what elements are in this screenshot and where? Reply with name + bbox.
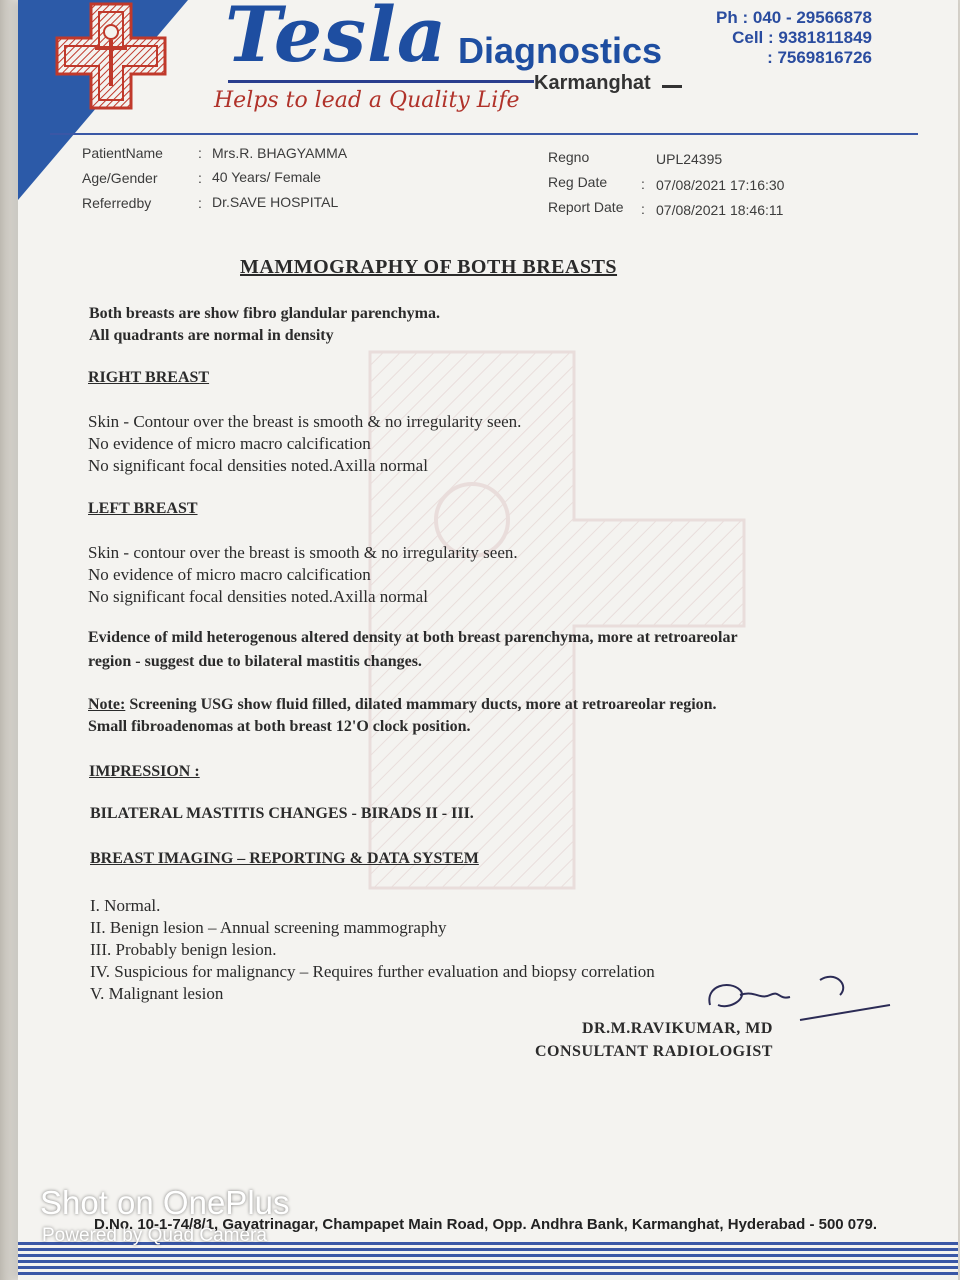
brand-name: Tesla (225, 0, 448, 79)
age-gender: 40 Years/ Female (212, 169, 321, 185)
page-fold (0, 0, 18, 1280)
contact-block (716, 8, 872, 68)
patient-name: Mrs.R. BHAGYAMMA (212, 145, 348, 161)
age-gender-label: Age/Gender (82, 170, 158, 186)
brand-location: Karmanghat (534, 72, 651, 94)
phone-number: Ph : 040 - 29566878 (716, 8, 872, 27)
brand-suffix: Diagnostics (458, 30, 663, 71)
birads-item-1: I. Normal. (90, 896, 161, 915)
colon: : (641, 176, 645, 192)
regno-label: Regno (548, 149, 590, 165)
brand-location-dash (662, 85, 682, 88)
reg-date: 07/08/2021 17:16:30 (656, 177, 785, 193)
right-breast-line-1: Skin - Contour over the breast is smooth & no irregularity seen. (88, 412, 522, 431)
report-title: MAMMOGRAPHY OF BOTH BREASTS (240, 256, 618, 278)
referred-by: Dr.SAVE HOSPITAL (212, 194, 339, 210)
impression-text: BILATERAL MASTITIS CHANGES - BIRADS II - III. (90, 805, 474, 822)
right-breast-line-3: No significant focal densities noted.Axilla normal (88, 456, 428, 475)
header-rule (50, 133, 918, 135)
brand-underline (228, 80, 534, 83)
signatory-title: CONSULTANT RADIOLOGIST (535, 1043, 773, 1060)
note-line-1 (88, 696, 717, 714)
left-breast-line-1: Skin - contour over the breast is smooth & no irregularity seen. (88, 543, 518, 562)
colon: : (198, 145, 202, 161)
birads-item-4: IV. Suspicious for malignancy – Requires further evaluation and biopsy correlation (90, 962, 655, 981)
right-breast-line-2: No evidence of micro macro calcification (88, 434, 371, 453)
camera-watermark-sub: Powered by Quad Camera (42, 1225, 267, 1246)
patient-name-label: PatientName (82, 145, 163, 161)
medical-cross-logo-icon (55, 2, 167, 110)
birads-item-5: V. Malignant lesion (90, 984, 224, 1003)
camera-watermark: Shot on OnePlus (40, 1184, 290, 1221)
impression-heading: IMPRESSION : (89, 763, 200, 780)
note-line-2: Small fibroadenomas at both breast 12'O clock position. (88, 718, 471, 735)
intro-line-1: Both breasts are show fibro glandular parenchyma. (89, 305, 441, 322)
tagline: Helps to lead a Quality Life (214, 88, 520, 113)
left-breast-line-3: No significant focal densities noted.Axilla normal (88, 587, 428, 606)
footer-address: D.No. 10-1-74/8/1, Gayatrinagar, Champapet Main Road, Opp. Andhra Bank, Karmanghat, Hyderabad - 500 079. (94, 1216, 878, 1233)
evidence-line-1: Evidence of mild heterogenous altered density at both breast parenchyma, more at retroareolar (88, 629, 738, 646)
birads-item-2: II. Benign lesion – Annual screening mammography (90, 918, 447, 937)
evidence-line-2: region - suggest due to bilateral mastitis changes. (88, 653, 422, 670)
footer-stripes (18, 1242, 958, 1278)
colon: : (198, 195, 202, 211)
report-date: 07/08/2021 18:46:11 (656, 202, 784, 218)
right-breast-heading: RIGHT BREAST (88, 369, 210, 386)
report-date-label: Report Date (548, 199, 624, 215)
reg-date-label: Reg Date (548, 174, 608, 190)
colon: : (641, 201, 645, 217)
regno: UPL24395 (656, 151, 723, 167)
signatory-name: DR.M.RAVIKUMAR, MD (582, 1020, 773, 1037)
cell-number-1: Cell : 9381811849 (732, 28, 872, 47)
cell-number-2: : 7569816726 (767, 48, 872, 67)
note-label: Note: (88, 696, 126, 713)
left-breast-line-2: No evidence of micro macro calcification (88, 565, 371, 584)
colon: : (198, 170, 202, 186)
left-breast-heading: LEFT BREAST (88, 500, 198, 517)
note-text: Screening USG show fluid filled, dilated mammary ducts, more at retroareolar region. (125, 696, 717, 713)
birads-item-3: III. Probably benign lesion. (90, 940, 277, 959)
birads-heading: BREAST IMAGING – REPORTING & DATA SYSTEM (90, 850, 479, 867)
intro-line-2: All quadrants are normal in density (89, 327, 334, 344)
referred-by-label: Referredby (82, 195, 152, 211)
